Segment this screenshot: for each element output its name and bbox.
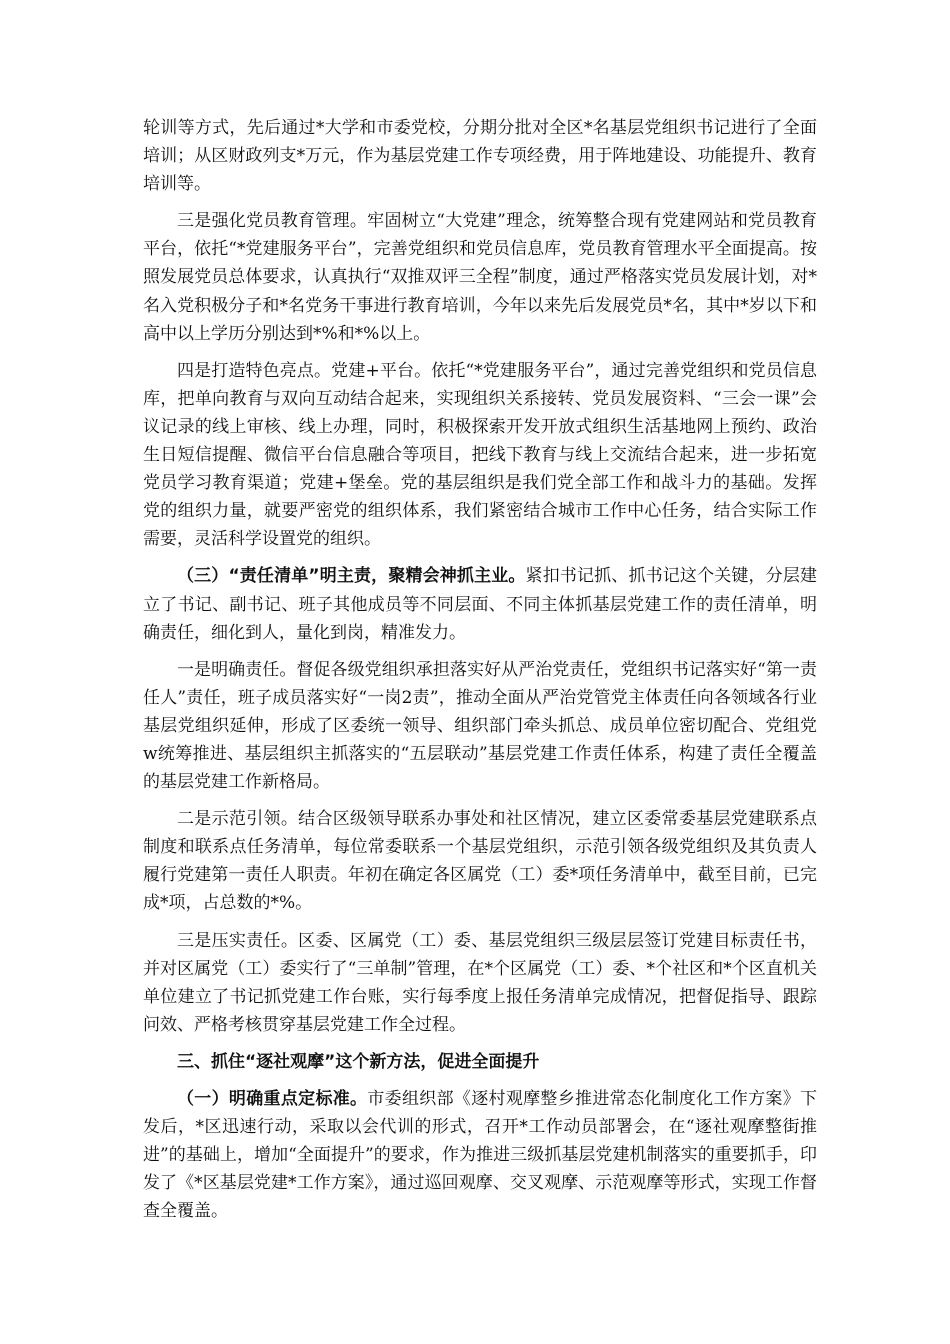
paragraph-member-education: 三是强化党员教育管理。牢固树立“大党建”理念，统筹整合现有党建网站和党员教育平台，依托“*党建服务平台”，完善党组织和党员信息库，党员教育管理水平全面提高。按照发展党员总体要求，认真执行“双推双评三全程”制度，通过严格落实党员发展计划，对*名入党积极分子和*名党务干事进行教育培训，今年以来先后发展党员*名，其中*岁以下和高中以上学历分别达到*%和*%以上。 [143,211,817,344]
paragraph-standards [143,1085,817,1225]
paragraph-standards-text: 市委组织部《逐村观摩整乡推进常态化制度化工作方案》下发后，*区迅速行动，采取以会代训的形式，召开*工作动员部署会，在“逐社观摩整街推进”的基础上，增加“全面提升”的要求，作为推进三级抓基层党建机制落实的重要抓手，印发了《*区基层党建*工作方案》，通过巡回观摩、交叉观摩、示范观摩等形式，实现工作督查全覆盖。 [143,1089,818,1222]
paragraph-responsibility-text: 紧扣书记抓、抓书记这个关键，分层建立了书记、副书记、班子其他成员等不同层面、不同主体抓基层党建工作的责任清单，明确责任，细化到人，量化到岗，精准发力。 [143,566,817,643]
paragraph-training: 轮训等方式，先后通过*大学和市委党校，分期分批对全区*名基层党组织书记进行了全面培训；从区财政列支*万元，作为基层党建工作专项经费，用于阵地建设、功能提升、教育培训等。 [143,118,817,195]
section-lead-one: （一）明确重点定标准。 [177,1089,368,1109]
paragraph-demonstration: 二是示范引领。结合区级领导联系办事处和社区情况，建立区委常委基层党建联系点制度和联系点任务清单，每位常委联系一个基层党组织，示范引领各级党组织及其负责人履行党建第一责任人职责。年初在确定各区属党（工）委*项任务清单中，截至目前，已完成*项，占总数的*%。 [143,809,817,914]
paragraph-clarify-duty: 一是明确责任。督促各级党组织承担落实好从严治党责任，党组织书记落实好“第一责任人”责任，班子成员落实好“一岗2责”，推动全面从严治党管党主体责任向各领域各行业基层党组织延伸，形成了区委统一领导、组织部门牵头抓总、成员单位密切配合、党组党w统筹推进、基层组织主抓落实的“五层联动”基层党建工作责任体系，构建了责任全覆盖的基层党建工作新格局。 [143,659,817,793]
paragraph-responsibility-list [143,562,817,646]
section-heading-three: 三、抓住“逐社观摩”这个新方法，促进全面提升 [177,1051,540,1072]
paragraph-enforce-duty: 三是压实责任。区委、区属党（工）委、基层党组织三级层层签订党建目标责任书，并对区属党（工）委实行了“三单制”管理，在*个区属党（工）委、*个社区和*个区直机关单位建立了书记抓党建工作台账，实行每季度上报任务清单完成情况，把督促指导、跟踪问效、严格考核贯穿基层党建工作全过程。 [143,930,817,1035]
section-lead-three: （三）“责任清单”明主责，聚精会神抓主业。 [177,566,526,587]
document-page [143,114,817,1234]
paragraph-highlights: 四是打造特色亮点。党建+平台。依托“*党建服务平台”，通过完善党组织和党员信息库，把单向教育与双向互动结合起来，实现组织关系接转、党员发展资料、“三会一课”会议记录的线上审核、线上办理，同时，积极探索开发开放式组织生活基地网上预约、政治生日短信提醒、微信平台信息融合等项目，把线下教育与线上交流结合起来，进一步拓宽党员学习教育渠道；党建+堡垒。党的基层组织是我们党全部工作和战斗力的基础。发挥党的组织力量，就要严密党的组织体系，我们紧密结合城市工作中心任务，结合实际工作需要，灵活科学设置党的组织。 [143,360,817,550]
